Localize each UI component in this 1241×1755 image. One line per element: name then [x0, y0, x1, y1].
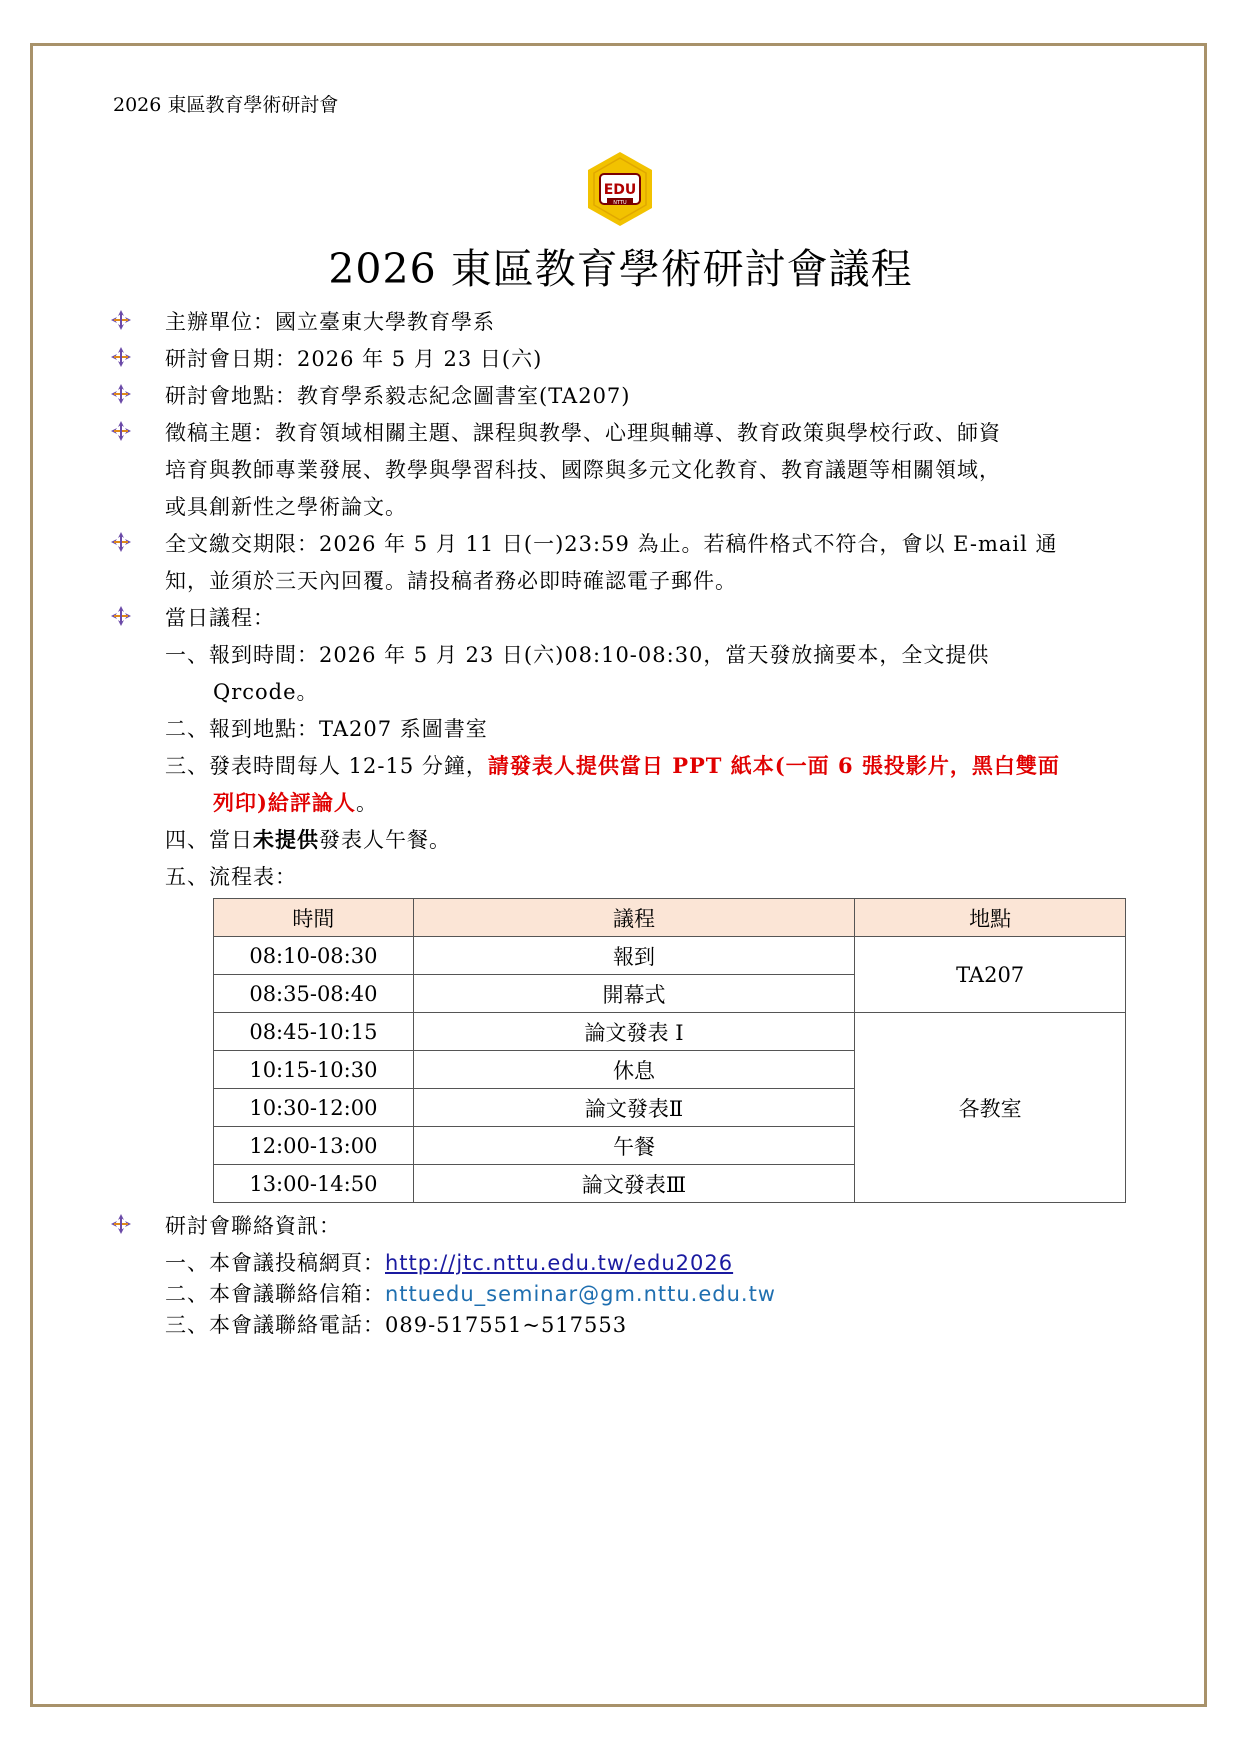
contact-email-label: 二、本會議聯絡信箱：	[165, 1282, 385, 1306]
program-item4-bold: 未提供	[253, 827, 319, 852]
table-cell-time: 13:00-14:50	[214, 1165, 414, 1203]
arrow-cross-bullet-icon	[110, 346, 132, 368]
table-cell-event: 論文發表 I	[413, 1013, 854, 1051]
table-cell-event: 論文發表Ⅱ	[413, 1089, 854, 1127]
table-row	[214, 937, 1126, 975]
arrow-cross-bullet-icon	[110, 309, 132, 331]
location-text: 研討會地點：教育學系毅志紀念圖書室(TA207)	[165, 384, 631, 408]
program-item1-line2: Qrcode。	[213, 680, 319, 704]
program-item3-line1	[165, 750, 1060, 780]
program-item5: 五、流程表：	[165, 865, 297, 889]
program-item3-red-note-cont: 列印)給評論人	[213, 790, 356, 815]
arrow-cross-bullet-icon	[110, 531, 132, 553]
svg-text:EDU: EDU	[603, 182, 637, 198]
organizer-text: 主辦單位：國立臺東大學教育學系	[165, 310, 495, 334]
arrow-cross-bullet-icon	[110, 420, 132, 442]
svg-text:NTTU: NTTU	[613, 200, 627, 206]
table-cell-event: 論文發表Ⅲ	[413, 1165, 854, 1203]
table-header-row	[214, 899, 1126, 937]
submission-website-link[interactable]: http://jtc.nttu.edu.tw/edu2026	[385, 1251, 734, 1275]
table-row	[214, 1013, 1126, 1051]
program-item3-suffix: 。	[355, 791, 378, 815]
table-cell-time: 12:00-13:00	[214, 1127, 414, 1165]
table-cell-location: 各教室	[855, 1013, 1126, 1203]
program-item4-suffix: 發表人午餐。	[319, 828, 451, 852]
arrow-cross-bullet-icon	[110, 605, 132, 627]
contact-heading: 研討會聯絡資訊：	[165, 1214, 341, 1238]
contact-email	[165, 1278, 776, 1308]
date-text: 研討會日期：2026 年 5 月 23 日(六)	[165, 347, 543, 371]
running-header: 2026 東區教育學術研討會	[113, 94, 339, 116]
program-item3-red-note: 請發表人提供當日 PPT 紙本(一面 6 張投影片，黑白雙面	[487, 753, 1060, 778]
program-heading: 當日議程：	[165, 606, 275, 630]
table-cell-time: 08:10-08:30	[214, 937, 414, 975]
program-item2: 二、報到地點：TA207 系圖書室	[165, 717, 488, 741]
agenda-table	[213, 898, 1126, 1203]
program-item4	[165, 824, 451, 854]
program-item1-line1: 一、報到時間：2026 年 5 月 23 日(六)08:10-08:30，當天發放摘要本，全文提供	[165, 643, 990, 667]
table-cell-time: 08:45-10:15	[214, 1013, 414, 1051]
topics-text-line1: 徵稿主題：教育領域相關主題、課程與教學、心理與輔導、教育政策與學校行政、師資	[165, 421, 1001, 445]
program-item3-prefix: 三、發表時間每人 12-15 分鐘，	[165, 754, 488, 778]
edu-logo-icon	[580, 150, 660, 230]
table-cell-time: 10:15-10:30	[214, 1051, 414, 1089]
contact-web-label: 一、本會議投稿網頁：	[165, 1251, 385, 1275]
table-cell-event: 開幕式	[413, 975, 854, 1013]
table-cell-location: TA207	[855, 937, 1126, 1013]
table-cell-event: 休息	[413, 1051, 854, 1089]
program-item4-prefix: 四、當日	[165, 828, 253, 852]
arrow-cross-bullet-icon	[110, 383, 132, 405]
table-header-event: 議程	[413, 899, 854, 937]
table-cell-event: 午餐	[413, 1127, 854, 1165]
contact-email-address[interactable]: nttuedu_seminar@gm.nttu.edu.tw	[385, 1282, 776, 1306]
table-cell-time: 08:35-08:40	[214, 975, 414, 1013]
table-cell-time: 10:30-12:00	[214, 1089, 414, 1127]
topics-text-line3: 或具創新性之學術論文。	[165, 495, 407, 519]
deadline-text-line2: 知，並須於三天內回覆。請投稿者務必即時確認電子郵件。	[165, 569, 737, 593]
contact-phone: 三、本會議聯絡電話：089-517551~517553	[165, 1313, 628, 1337]
contact-web	[165, 1247, 733, 1277]
table-header-time: 時間	[214, 899, 414, 937]
table-header-location: 地點	[855, 899, 1126, 937]
topics-text-line2: 培育與教師專業發展、教學與學習科技、國際與多元文化教育、教育議題等相關領域，	[165, 458, 1001, 482]
deadline-text-line1: 全文繳交期限：2026 年 5 月 11 日(一)23:59 為止。若稿件格式不符合，會以 E-mail 通	[165, 532, 1058, 556]
arrow-cross-bullet-icon	[110, 1213, 132, 1235]
table-cell-event: 報到	[413, 937, 854, 975]
program-item3-line2	[213, 787, 378, 817]
page-title: 2026 東區教育學術研討會議程	[328, 245, 913, 293]
